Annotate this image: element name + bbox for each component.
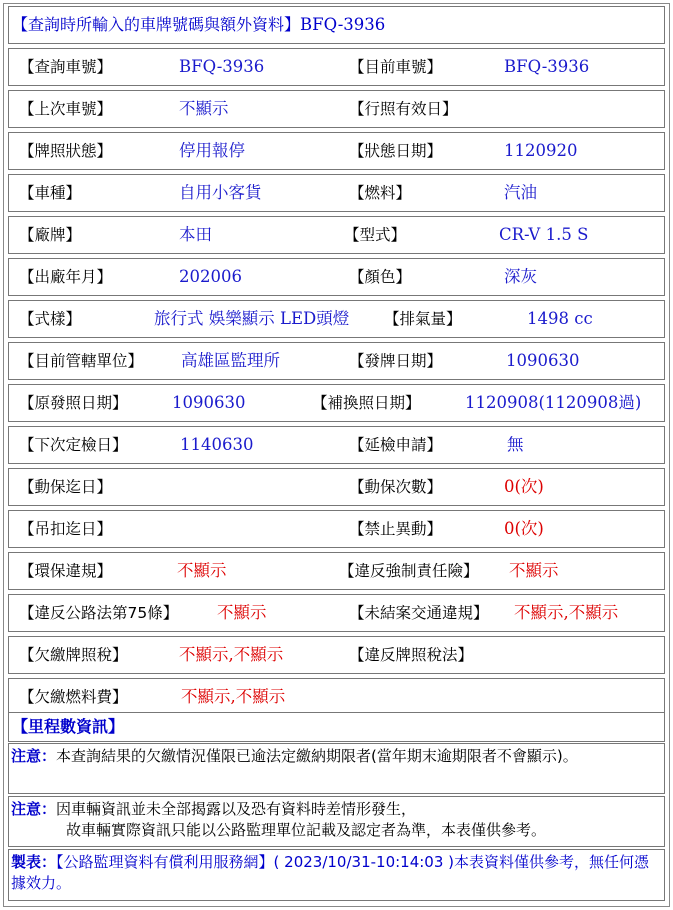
title-text: 【查詢時所輸入的車牌號碼與額外資料】 xyxy=(12,15,301,34)
note-2-line-1: 因車輛資訊並未全部揭露以及恐有資料時差情形發生， xyxy=(56,800,417,818)
info-row xyxy=(8,636,665,674)
field-value: 不顯示 xyxy=(179,99,229,118)
field-label: 【行照有效日】 xyxy=(349,100,458,118)
field-label: 【顏色】 xyxy=(349,268,412,286)
field-value: 0(次) xyxy=(504,519,544,538)
field-value: 不顯示,不顯示 xyxy=(181,687,286,706)
field-value: 0(次) xyxy=(504,477,544,496)
field-value: 停用報停 xyxy=(179,141,245,160)
field-label: 【上次車號】 xyxy=(19,100,113,118)
field-label: 【出廠年月】 xyxy=(19,268,113,286)
note-1-label: 注意： xyxy=(11,747,57,765)
field-label: 【違反公路法第75條】 xyxy=(19,604,179,622)
field-label: 【查詢車號】 xyxy=(19,58,113,76)
field-value: 無 xyxy=(507,435,524,454)
info-row xyxy=(8,552,665,590)
field-label: 【車種】 xyxy=(19,184,82,202)
note-3 xyxy=(8,849,665,901)
info-row xyxy=(8,174,665,212)
field-value: 自用小客貨 xyxy=(179,183,262,202)
field-label: 【狀態日期】 xyxy=(349,142,443,160)
field-value: BFQ-3936 xyxy=(179,57,265,76)
note-2-line-2: 故車輛實際資訊只能以公路監理單位記載及認定者為準，本表僅供參考。 xyxy=(66,821,547,839)
field-label: 【動保迄日】 xyxy=(19,478,113,496)
mileage-row xyxy=(8,712,665,742)
field-value: 1498 cc xyxy=(527,309,593,328)
info-row xyxy=(8,510,665,548)
info-row xyxy=(8,342,665,380)
note-1 xyxy=(8,743,665,794)
info-row xyxy=(8,48,665,86)
field-value: 1090630 xyxy=(172,393,246,412)
field-label: 【廠牌】 xyxy=(19,226,82,244)
field-value: 202006 xyxy=(179,267,242,286)
field-label: 【違反強制責任險】 xyxy=(339,562,479,580)
field-label: 【型式】 xyxy=(344,226,407,244)
field-value: 1120908(1120908過) xyxy=(465,393,642,412)
info-row xyxy=(8,300,665,338)
field-value: 不顯示,不顯示 xyxy=(179,645,284,664)
field-value: 深灰 xyxy=(504,267,537,286)
field-label: 【補換照日期】 xyxy=(312,394,421,412)
note-3-label: 製表： xyxy=(11,853,57,871)
info-row xyxy=(8,468,665,506)
field-value: 旅行式 娛樂顯示 LED頭燈 xyxy=(154,309,350,328)
field-label: 【禁止異動】 xyxy=(349,520,443,538)
field-label: 【牌照狀態】 xyxy=(19,142,113,160)
field-value: 本田 xyxy=(179,225,212,244)
field-label: 【式樣】 xyxy=(19,310,82,328)
field-value: 不顯示 xyxy=(217,603,267,622)
field-value: 不顯示 xyxy=(509,561,559,580)
field-label: 【原發照日期】 xyxy=(19,394,128,412)
info-row xyxy=(8,594,665,632)
field-label: 【發牌日期】 xyxy=(349,352,443,370)
page-title xyxy=(12,7,385,43)
field-label: 【未結案交通違規】 xyxy=(349,604,489,622)
info-row xyxy=(8,216,665,254)
field-label: 【下次定檢日】 xyxy=(19,436,128,454)
field-value: 1090630 xyxy=(506,351,580,370)
info-row xyxy=(8,384,665,422)
field-label: 【排氣量】 xyxy=(384,310,462,328)
note-3-timestamp: ( 2023/10/31-10:14:03 ) xyxy=(273,853,455,871)
info-row xyxy=(8,258,665,296)
field-label: 【目前車號】 xyxy=(349,58,443,76)
info-row xyxy=(8,426,665,464)
note-3-text: 本表資料僅供參考，無任何憑據效力。 xyxy=(11,853,650,892)
field-label: 【延檢申請】 xyxy=(349,436,443,454)
field-value: BFQ-3936 xyxy=(504,57,590,76)
field-value: 高雄區監理所 xyxy=(181,351,280,370)
note-3-source: 【公路監理資料有償利用服務網】 xyxy=(56,853,274,871)
info-row xyxy=(8,90,665,128)
field-label: 【欠繳燃料費】 xyxy=(19,688,128,706)
field-label: 【違反牌照稅法】 xyxy=(349,646,474,664)
field-value: 1120920 xyxy=(504,141,578,160)
field-value: CR-V 1.5 S xyxy=(499,225,589,244)
field-label: 【吊扣迄日】 xyxy=(19,520,113,538)
header-row xyxy=(8,6,665,44)
field-label: 【動保次數】 xyxy=(349,478,443,496)
info-row xyxy=(8,678,665,716)
info-row xyxy=(8,132,665,170)
title-plate: BFQ-3936 xyxy=(300,15,386,34)
field-label: 【目前管轄單位】 xyxy=(19,352,144,370)
note-2 xyxy=(8,796,665,847)
field-value: 1140630 xyxy=(180,435,254,454)
field-value: 汽油 xyxy=(504,183,537,202)
mileage-heading: 【里程數資訊】 xyxy=(12,717,125,736)
field-label: 【欠繳牌照稅】 xyxy=(19,646,128,664)
field-value: 不顯示,不顯示 xyxy=(514,603,619,622)
note-1-text: 本查詢結果的欠繳情況僅限已逾法定繳納期限者(當年期末逾期限者不會顯示)。 xyxy=(56,747,578,765)
field-value: 不顯示 xyxy=(177,561,227,580)
field-label: 【燃料】 xyxy=(349,184,412,202)
field-label: 【環保違規】 xyxy=(19,562,113,580)
note-2-label: 注意： xyxy=(11,800,57,818)
